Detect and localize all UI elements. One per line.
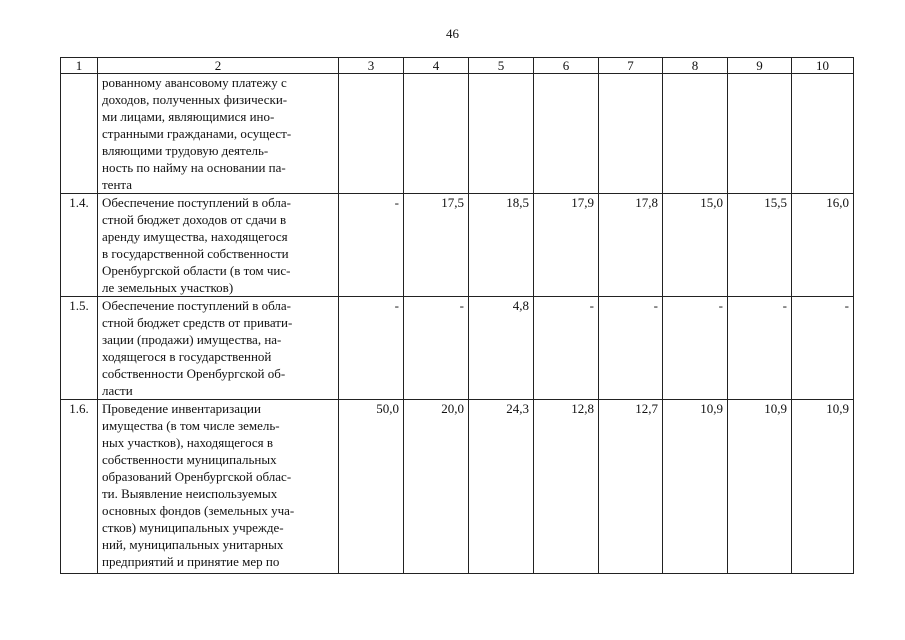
row-description [98, 400, 339, 574]
value-cell: 17,5 [404, 194, 469, 297]
description-line: имущества (в том числе земель- [102, 418, 280, 433]
value-cell: 20,0 [404, 400, 469, 574]
description-line: Оренбургской области (в том чис- [102, 263, 291, 278]
table-row [61, 297, 854, 400]
column-header: 1 [61, 58, 98, 74]
value-cell: - [339, 297, 404, 400]
description-line: ле земельных участков) [102, 280, 234, 295]
column-header: 3 [339, 58, 404, 74]
value-cell: 24,3 [469, 400, 534, 574]
value-cell [728, 74, 792, 194]
value-cell [599, 74, 663, 194]
description-line: основных фондов (земельных уча- [102, 503, 295, 518]
description-line: стной бюджет доходов от сдачи в [102, 212, 287, 227]
description-line: вляющими трудовую деятель- [102, 143, 269, 158]
column-header: 6 [534, 58, 599, 74]
value-cell: 16,0 [792, 194, 854, 297]
table-row [61, 400, 854, 574]
description-line: предприятий и принятие мер по [102, 554, 280, 569]
row-number: 1.4. [61, 194, 98, 297]
row-number [61, 74, 98, 194]
value-cell: 10,9 [792, 400, 854, 574]
column-header: 10 [792, 58, 854, 74]
value-cell [469, 74, 534, 194]
value-cell: - [339, 194, 404, 297]
description-line: собственности Оренбургской об- [102, 366, 286, 381]
value-cell: - [599, 297, 663, 400]
column-header: 5 [469, 58, 534, 74]
value-cell [792, 74, 854, 194]
description-line: странными гражданами, осущест- [102, 126, 292, 141]
value-cell: 10,9 [728, 400, 792, 574]
value-cell: 10,9 [663, 400, 728, 574]
row-number: 1.5. [61, 297, 98, 400]
description-line: ти. Выявление неиспользуемых [102, 486, 278, 501]
value-cell: 18,5 [469, 194, 534, 297]
description-line: ходящегося в государственной [102, 349, 272, 364]
description-line: тента [102, 177, 133, 192]
table-row [61, 194, 854, 297]
value-cell: - [404, 297, 469, 400]
value-cell: - [663, 297, 728, 400]
description-line: стков) муниципальных учрежде- [102, 520, 284, 535]
column-header: 4 [404, 58, 469, 74]
value-cell: 12,7 [599, 400, 663, 574]
table-row [61, 74, 854, 194]
description-line: ных участков), находящегося в [102, 435, 274, 450]
value-cell: 17,9 [534, 194, 599, 297]
row-description [98, 74, 339, 194]
description-line: образований Оренбургской облас- [102, 469, 292, 484]
value-cell: - [728, 297, 792, 400]
value-cell: 4,8 [469, 297, 534, 400]
value-cell: 15,0 [663, 194, 728, 297]
table-header-row [61, 58, 854, 74]
description-line: зации (продажи) имущества, на- [102, 332, 282, 347]
description-line: в государственной собственности [102, 246, 289, 261]
row-description [98, 297, 339, 400]
description-line: собственности муниципальных [102, 452, 277, 467]
description-line: аренду имущества, находящегося [102, 229, 288, 244]
value-cell [339, 74, 404, 194]
value-cell [404, 74, 469, 194]
value-cell: 12,8 [534, 400, 599, 574]
description-line: рованному авансовому платежу с [102, 75, 287, 90]
column-header: 7 [599, 58, 663, 74]
column-header: 8 [663, 58, 728, 74]
value-cell: - [534, 297, 599, 400]
description-line: ний, муниципальных унитарных [102, 537, 284, 552]
value-cell: - [792, 297, 854, 400]
row-description [98, 194, 339, 297]
data-table [60, 57, 854, 574]
description-line: ми лицами, являющимися ино- [102, 109, 275, 124]
value-cell: 17,8 [599, 194, 663, 297]
page-number: 46 [446, 26, 459, 41]
description-line: Обеспечение поступлений в обла- [102, 298, 292, 313]
value-cell: 15,5 [728, 194, 792, 297]
value-cell: 50,0 [339, 400, 404, 574]
description-line: доходов, полученных физически- [102, 92, 288, 107]
value-cell [534, 74, 599, 194]
column-header: 2 [98, 58, 339, 74]
row-number: 1.6. [61, 400, 98, 574]
description-line: Проведение инвентаризации [102, 401, 261, 416]
description-line: ность по найму на основании па- [102, 160, 286, 175]
value-cell [663, 74, 728, 194]
description-line: стной бюджет средств от привати- [102, 315, 293, 330]
column-header: 9 [728, 58, 792, 74]
description-line: Обеспечение поступлений в обла- [102, 195, 292, 210]
description-line: ласти [102, 383, 133, 398]
